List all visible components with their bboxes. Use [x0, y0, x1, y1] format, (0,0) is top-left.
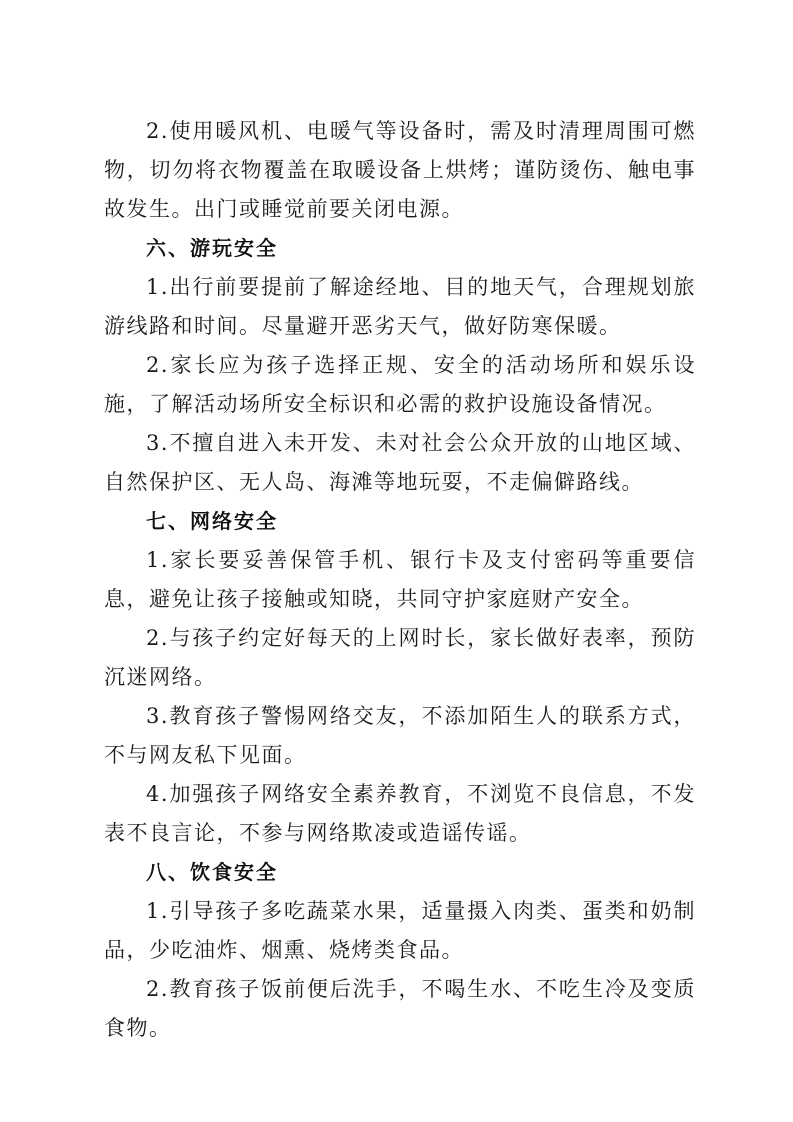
section-heading-food-safety: 八、饮食安全: [146, 860, 278, 884]
paragraph-network-literacy: 4.加强孩子网络安全素养教育，不浏览不良信息，不发表不良言论，不参与网络欺凌或造谣传谣。: [104, 782, 696, 845]
paragraph-network-payment-info: 1.家长要妥善保管手机、银行卡及支付密码等重要信息，避免让孩子接触或知晓，共同守护家庭财产安全。: [104, 548, 696, 611]
document-body: [104, 112, 696, 1048]
section-heading-travel-safety: 六、游玩安全: [146, 236, 278, 260]
paragraph-food-hygiene: 2.教育孩子饭前便后洗手，不喝生水、不吃生冷及变质食物。: [104, 977, 696, 1040]
paragraph-travel-restricted-areas: 3.不擅自进入未开发、未对社会公众开放的山地区域、自然保护区、无人岛、海滩等地玩耍，不走偏僻路线。: [104, 431, 696, 494]
paragraph-food-diet: 1.引导孩子多吃蔬菜水果，适量摄入肉类、蛋类和奶制品，少吃油炸、烟熏、烧烤类食品。: [104, 899, 696, 962]
paragraph-network-online-friends: 3.教育孩子警惕网络交友，不添加陌生人的联系方式，不与网友私下见面。: [104, 704, 696, 767]
paragraph-heating-devices: 2.使用暖风机、电暖气等设备时，需及时清理周围可燃物，切勿将衣物覆盖在取暖设备上烘烤；谨防烫伤、触电事故发生。出门或睡觉前要关闭电源。: [104, 119, 696, 221]
paragraph-network-screen-time: 2.与孩子约定好每天的上网时长，家长做好表率，预防沉迷网络。: [104, 626, 696, 689]
paragraph-travel-weather: 1.出行前要提前了解途经地、目的地天气，合理规划旅游线路和时间。尽量避开恶劣天气，做好防寒保暖。: [104, 275, 696, 338]
section-heading-network-safety: 七、网络安全: [146, 509, 278, 533]
paragraph-travel-venues: 2.家长应为孩子选择正规、安全的活动场所和娱乐设施，了解活动场所安全标识和必需的救护设施设备情况。: [104, 353, 696, 416]
